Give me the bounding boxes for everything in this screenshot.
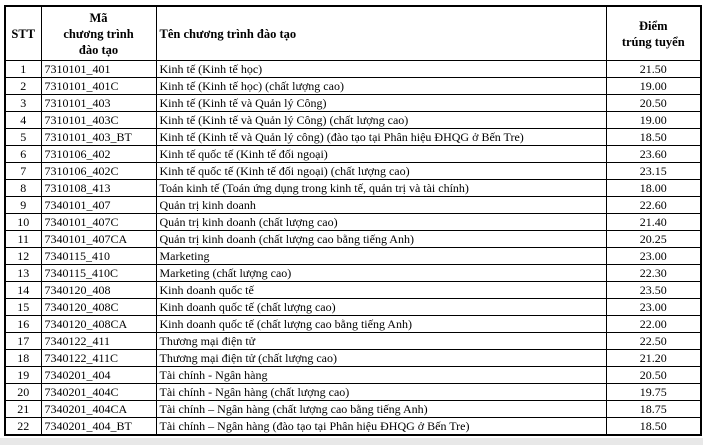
- table-row: [5, 95, 701, 112]
- row-stt: 7: [5, 163, 41, 180]
- row-score: 21.40: [606, 214, 701, 231]
- table-row: [5, 197, 701, 214]
- row-stt: 11: [5, 231, 41, 248]
- row-stt: 2: [5, 78, 41, 95]
- row-score: 23.15: [606, 163, 701, 180]
- row-code: 7340101_407CA: [41, 231, 156, 248]
- row-stt: 13: [5, 265, 41, 282]
- row-program-name: Kinh doanh quốc tế: [156, 282, 606, 299]
- row-program-name: Kinh doanh quốc tế (chất lượng cao): [156, 299, 606, 316]
- admission-scores-table: [4, 5, 702, 436]
- row-score: 22.00: [606, 316, 701, 333]
- row-program-name: Kinh tế (Kinh tế và Quản lý công) (đào tạo tại Phân hiệu ĐHQG ở Bến Tre): [156, 129, 606, 146]
- row-stt: 5: [5, 129, 41, 146]
- row-score: 18.50: [606, 129, 701, 146]
- row-program-name: Marketing: [156, 248, 606, 265]
- row-code: 7340122_411: [41, 333, 156, 350]
- row-code: 7340115_410: [41, 248, 156, 265]
- row-score: 23.00: [606, 248, 701, 265]
- row-code: 7310106_402: [41, 146, 156, 163]
- table-row: [5, 163, 701, 180]
- row-code: 7340201_404CA: [41, 401, 156, 418]
- row-code: 7340201_404: [41, 367, 156, 384]
- table-row: [5, 248, 701, 265]
- row-score: 22.50: [606, 333, 701, 350]
- row-stt: 9: [5, 197, 41, 214]
- row-score: 20.25: [606, 231, 701, 248]
- header-score: Điểm trúng tuyển: [606, 6, 701, 61]
- table-row: [5, 214, 701, 231]
- row-program-name: Tài chính – Ngân hàng (chất lượng cao bằng tiếng Anh): [156, 401, 606, 418]
- row-program-name: Kinh tế quốc tế (Kinh tế đối ngoại): [156, 146, 606, 163]
- row-code: 7310101_401: [41, 61, 156, 78]
- row-code: 7310101_403C: [41, 112, 156, 129]
- row-program-name: Kinh tế (Kinh tế học): [156, 61, 606, 78]
- row-score: 23.60: [606, 146, 701, 163]
- table-row: [5, 350, 701, 367]
- row-code: 7340120_408C: [41, 299, 156, 316]
- row-score: 21.50: [606, 61, 701, 78]
- header-row: [5, 6, 701, 61]
- row-score: 23.00: [606, 299, 701, 316]
- row-code: 7340120_408: [41, 282, 156, 299]
- row-code: 7340101_407C: [41, 214, 156, 231]
- row-code: 7340115_410C: [41, 265, 156, 282]
- row-program-name: Kinh tế (Kinh tế và Quản lý Công): [156, 95, 606, 112]
- row-score: 22.30: [606, 265, 701, 282]
- row-stt: 1: [5, 61, 41, 78]
- table-row: [5, 282, 701, 299]
- row-stt: 16: [5, 316, 41, 333]
- row-stt: 6: [5, 146, 41, 163]
- row-stt: 21: [5, 401, 41, 418]
- row-code: 7340120_408CA: [41, 316, 156, 333]
- table-row: [5, 316, 701, 333]
- row-stt: 12: [5, 248, 41, 265]
- row-code: 7310101_403: [41, 95, 156, 112]
- row-program-name: Quản trị kinh doanh (chất lượng cao): [156, 214, 606, 231]
- row-code: 7310106_402C: [41, 163, 156, 180]
- header-code: Mã chương trình đào tạo: [41, 6, 156, 61]
- row-program-name: Tài chính - Ngân hàng (chất lượng cao): [156, 384, 606, 401]
- row-stt: 20: [5, 384, 41, 401]
- table-row: [5, 180, 701, 197]
- table-row: [5, 231, 701, 248]
- row-program-name: Kinh tế quốc tế (Kinh tế đối ngoại) (chất lượng cao): [156, 163, 606, 180]
- row-score: 20.50: [606, 95, 701, 112]
- bottom-strip: [0, 438, 703, 445]
- row-stt: 4: [5, 112, 41, 129]
- row-score: 19.00: [606, 78, 701, 95]
- row-stt: 18: [5, 350, 41, 367]
- row-stt: 14: [5, 282, 41, 299]
- row-score: 22.60: [606, 197, 701, 214]
- row-stt: 19: [5, 367, 41, 384]
- row-code: 7340201_404C: [41, 384, 156, 401]
- row-program-name: Thương mại điện tử: [156, 333, 606, 350]
- row-code: 7310101_403_BT: [41, 129, 156, 146]
- table-row: [5, 401, 701, 418]
- row-code: 7310108_413: [41, 180, 156, 197]
- header-program-name: Tên chương trình đào tạo: [156, 6, 606, 61]
- row-score: 18.75: [606, 401, 701, 418]
- table-row: [5, 299, 701, 316]
- row-program-name: Toán kinh tế (Toán ứng dụng trong kinh tế, quản trị và tài chính): [156, 180, 606, 197]
- row-program-name: Kinh tế (Kinh tế và Quản lý Công) (chất lượng cao): [156, 112, 606, 129]
- table-row: [5, 78, 701, 95]
- row-stt: 10: [5, 214, 41, 231]
- row-stt: 17: [5, 333, 41, 350]
- row-code: 7340101_407: [41, 197, 156, 214]
- table-row: [5, 418, 701, 436]
- row-score: 19.00: [606, 112, 701, 129]
- row-program-name: Thương mại điện tử (chất lượng cao): [156, 350, 606, 367]
- header-stt: STT: [5, 6, 41, 61]
- row-code: 7310101_401C: [41, 78, 156, 95]
- row-program-name: Quản trị kinh doanh: [156, 197, 606, 214]
- table-row: [5, 61, 701, 78]
- row-program-name: Kinh tế (Kinh tế học) (chất lượng cao): [156, 78, 606, 95]
- row-program-name: Kinh doanh quốc tế (chất lượng cao bằng tiếng Anh): [156, 316, 606, 333]
- row-program-name: Tài chính – Ngân hàng (đào tạo tại Phân hiệu ĐHQG ở Bến Tre): [156, 418, 606, 436]
- row-code: 7340122_411C: [41, 350, 156, 367]
- table-row: [5, 384, 701, 401]
- row-stt: 3: [5, 95, 41, 112]
- row-score: 21.20: [606, 350, 701, 367]
- row-stt: 22: [5, 418, 41, 436]
- row-stt: 8: [5, 180, 41, 197]
- table-row: [5, 367, 701, 384]
- table-row: [5, 112, 701, 129]
- row-code: 7340201_404_BT: [41, 418, 156, 436]
- row-program-name: Tài chính - Ngân hàng: [156, 367, 606, 384]
- row-score: 19.75: [606, 384, 701, 401]
- table-row: [5, 265, 701, 282]
- row-score: 20.50: [606, 367, 701, 384]
- row-program-name: Quản trị kinh doanh (chất lượng cao bằng tiếng Anh): [156, 231, 606, 248]
- row-program-name: Marketing (chất lượng cao): [156, 265, 606, 282]
- row-score: 18.50: [606, 418, 701, 436]
- table-row: [5, 333, 701, 350]
- table-row: [5, 129, 701, 146]
- row-stt: 15: [5, 299, 41, 316]
- row-score: 18.00: [606, 180, 701, 197]
- table-row: [5, 146, 701, 163]
- row-score: 23.50: [606, 282, 701, 299]
